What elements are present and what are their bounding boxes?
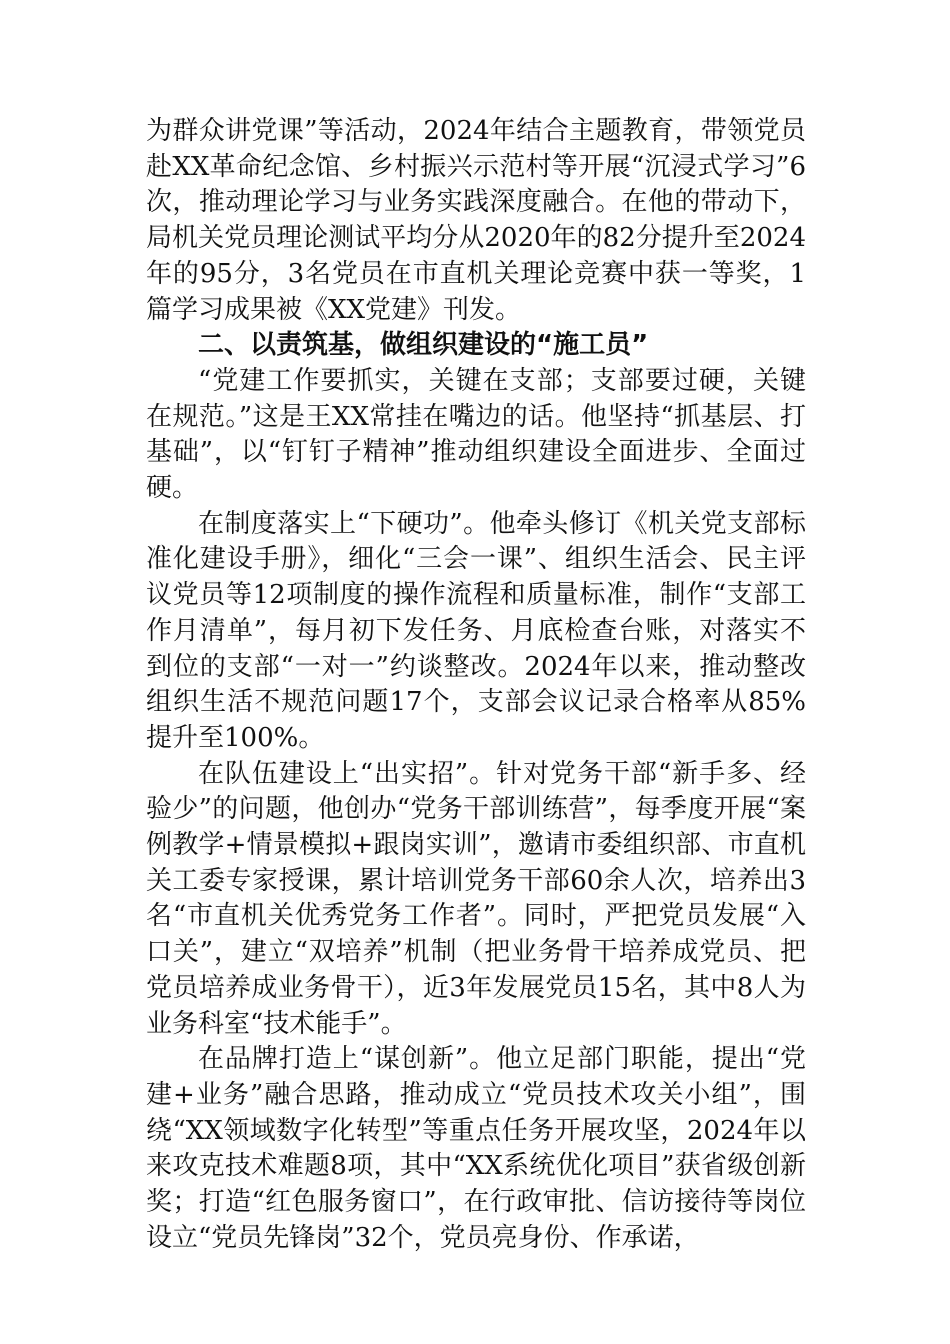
paragraph-continuation: 为群众讲党课”等活动，2024年结合主题教育，带领党员赴XX革命纪念馆、乡村振兴示范村等开展“沉浸式学习”6次，推动理论学习与业务实践深度融合。在他的带动下，局机关党员理论测试平均分从2020年的82分提升至2024年的95分，3名党员在市直机关理论竞赛中获一等奖，1篇学习成果被《XX党建》刊发。	[146, 116, 806, 325]
paragraph-quote: “党建工作要抓实，关键在支部；支部要过硬，关键在规范。”这是王XX常挂在嘴边的话。他坚持“抓基层、打基础”，以“钉钉子精神”推动组织建设全面进步、全面过硬。	[146, 365, 806, 504]
document-body	[146, 114, 806, 1257]
paragraph-system: 在制度落实上“下硬功”。他牵头修订《机关党支部标准化建设手册》，细化“三会一课”、组织生活会、民主评议党员等12项制度的操作流程和质量标准，制作“支部工作月清单”，每月初下发任务、月底检查台账，对落实不到位的支部“一对一”约谈整改。2024年以来，推动整改组织生活不规范问题17个，支部会议记录合格率从85%提升至100%。	[146, 508, 806, 753]
section-heading: 二、以责筑基，做组织建设的“施工员”	[198, 330, 649, 361]
paragraph-team: 在队伍建设上“出实招”。针对党务干部“新手多、经验少”的问题，他创办“党务干部训练营”，每季度开展“案例教学+情景模拟+跟岗实训”，邀请市委组织部、市直机关工委专家授课，累计培训党务干部60余人次，培养出3名“市直机关优秀党务工作者”。同时，严把党员发展“入口关”，建立“双培养”机制（把业务骨干培养成党员、把党员培养成业务骨干），近3年发展党员15名，其中8人为业务科室“技术能手”。	[146, 758, 806, 1039]
paragraph-brand: 在品牌打造上“谋创新”。他立足部门职能，提出“党建+业务”融合思路，推动成立“党员技术攻关小组”，围绕“XX领域数字化转型”等重点任务开展攻坚，2024年以来攻克技术难题8项，其中“XX系统优化项目”获省级创新奖；打造“红色服务窗口”，在行政审批、信访接待等岗位设立“党员先锋岗”32个，党员亮身份、作承诺，	[146, 1044, 806, 1253]
